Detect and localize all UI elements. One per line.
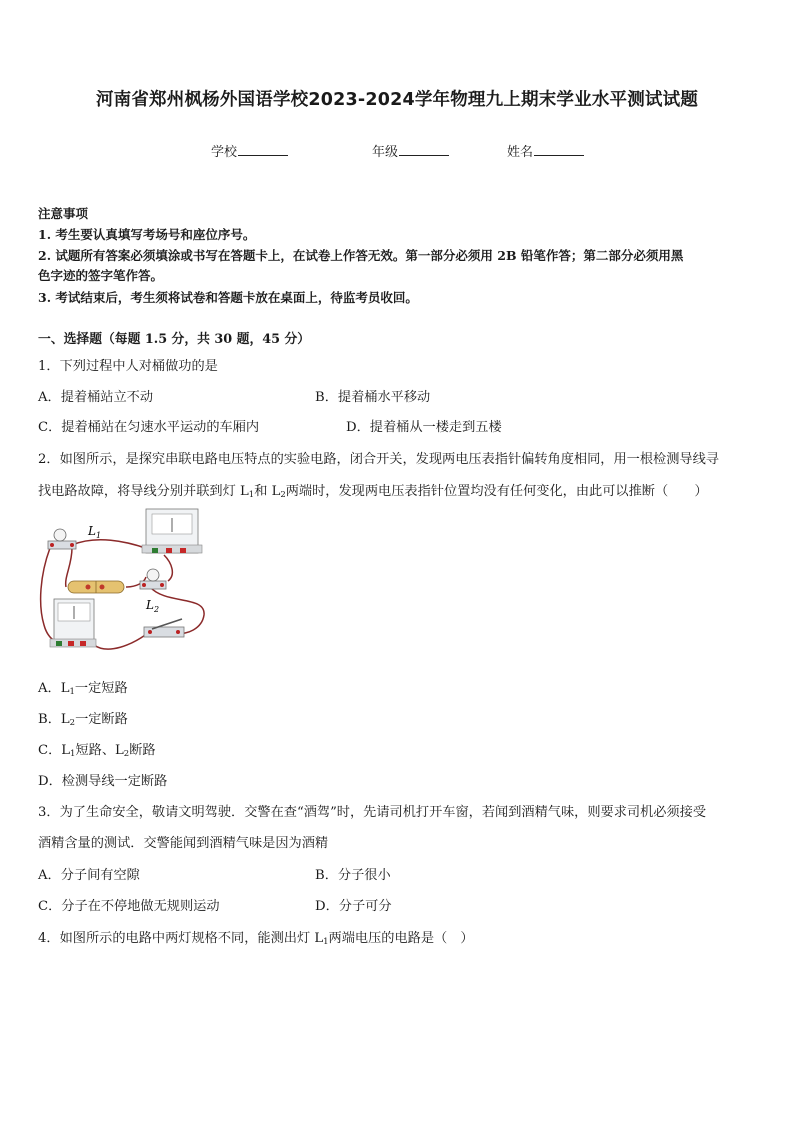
lamp-l1 [48,529,76,549]
q1-stem: 1．下列过程中人对桶做功的是 [38,359,218,374]
q3-option-a: A．分子间有空隙 [38,868,140,883]
q1-option-b: B．提着桶水平移动 [315,390,431,405]
wire-meter-top [164,555,172,581]
label-l1: $L_1$ [88,524,102,540]
q3-stem-line1: 3．为了生命安全，敬请文明驾驶．交警在查“酒驾”时，先请司机打开车窗，若闻到酒精气味，则要求司机必须接受 [38,805,707,820]
q1-option-c: C．提着桶站在匀速水平运动的车厢内 [38,420,260,435]
q2-option-a: A．$L_1$一定短路 [38,681,128,697]
q2-option-d: D．检测导线一定断路 [38,774,168,789]
lamp-l2 [140,569,166,589]
q2-stem-line2: 找电路故障，将导线分别并联到灯 $L_1$和 $L_2$两端时，发现两电压表指针位置均没有任何变化，由此可以推断（ ） [38,484,708,500]
grade-label: 年级 [372,145,399,160]
notice-item-3: 3. 考试结束后，考生须将试卷和答题卡放在桌面上，待监考员收回。 [38,290,418,305]
notice-item-2a: 2. 试题所有答案必须填涂或书写在答题卡上，在试卷上作答无效。第一部分必须用 2B 铅笔作答；第二部分必须用黑 [38,248,684,263]
section-heading: 一、选择题（每题 1.5 分，共 30 题，45 分） [38,332,311,347]
voltmeter-bottom [50,599,96,647]
circuit-figure [36,505,214,665]
school-blank [238,143,288,156]
q2-option-c: C．$L_1$短路、$L_2$断路 [38,743,156,759]
q3-stem-line2: 酒精含量的测试．交警能闻到酒精气味是因为酒精 [38,836,329,851]
q3-option-d: D．分子可分 [315,899,392,914]
q3-option-b: B．分子很小 [315,868,391,883]
notice-heading: 注意事项 [38,206,89,221]
q3-option-c: C．分子在不停地做无规则运动 [38,899,220,914]
voltmeter-top [142,509,202,553]
wire-top [72,540,148,549]
grade-field [372,141,449,160]
battery [68,581,124,593]
notice-item-1: 1. 考生要认真填写考场号和座位序号。 [38,227,256,242]
school-label: 学校 [211,145,238,160]
q1-option-d: D．提着桶从一楼走到五楼 [346,420,502,435]
q1-option-a: A．提着桶站立不动 [38,390,154,405]
page-title: 河南省郑州枫杨外国语学校2023-2024学年物理九上期末学业水平测试试题 [95,90,699,110]
switch [144,619,184,637]
name-blank [534,143,584,156]
name-field [507,141,584,160]
q4-stem: 4．如图所示的电路中两灯规格不同，能测出灯 $L_1$两端电压的电路是（ ） [38,931,474,947]
label-l2: $L_2$ [146,598,160,614]
grade-blank [399,143,449,156]
q2-stem-line1: 2．如图所示，是探究串联电路电压特点的实验电路，闭合开关，发现两电压表指针偏转角度相同，用一根检测导线寻 [38,452,719,467]
wire-bottom [94,633,148,649]
name-label: 姓名 [507,145,534,160]
school-field [211,141,288,160]
q2-option-b: B．$L_2$一定断路 [38,712,128,728]
wire-l1-battery [66,548,72,587]
notice-item-2b: 色字迹的签字笔作答。 [38,268,164,283]
